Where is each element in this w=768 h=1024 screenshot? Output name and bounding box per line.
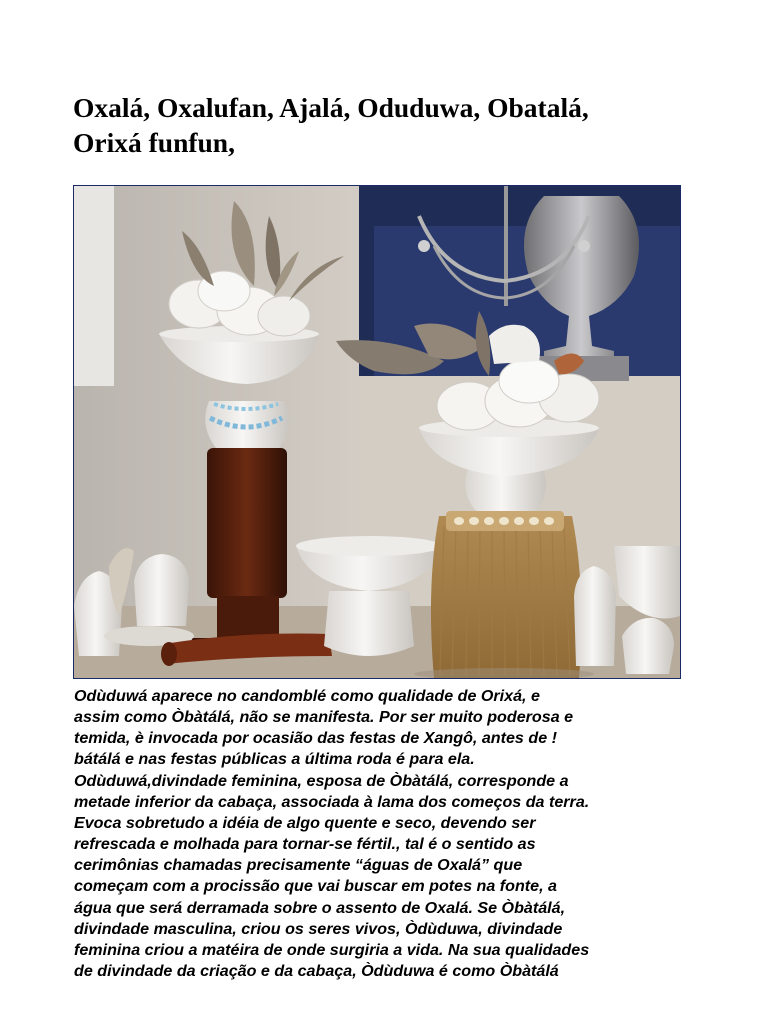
body-line: metade inferior da cabaça, associada à lama dos começos da terra. [74, 792, 590, 811]
body-line: feminina criou a matéira de onde surgiria a vida. Na sua qualidades [74, 940, 590, 959]
body-line: divindade masculina, criou os seres vivos, Òdùduwa, divindade [74, 919, 563, 938]
body-line: de divindade da criação e da cabaça, Òdùduwa é como Òbàtálá [74, 962, 559, 981]
body-line: assim como Òbàtálá, não se manifesta. Por ser muito poderosa e [74, 708, 574, 727]
page-title [73, 90, 713, 160]
body-line: cerimônias chamadas precisamente “águas de Oxalá” que [74, 856, 523, 875]
body-line: Odùduwá aparece no candomblé como qualidade de Orixá, e [74, 687, 540, 705]
altar-photo [73, 185, 681, 679]
body-line: refrescada e molhada para tornar-se fértil., tal é o sentido as [74, 835, 536, 854]
body-line: temida, è invocada por ocasião das festas de Xangô, antes de ! [74, 729, 557, 748]
body-line: água que será derramada sobre o assento de Oxalá. Se Òbàtálá, [74, 898, 566, 917]
body-paragraph [74, 686, 714, 982]
body-line: começam com a procissão que vai buscar em potes na fonte, a [74, 877, 557, 896]
title-line-1: Oxalá, Oxalufan, Ajalá, Oduduwa, Obatalá, [73, 92, 589, 123]
title-line-2: Orixá funfun, [73, 127, 235, 158]
body-line: Odùduwá,divindade feminina, esposa de Òbàtálá, corresponde a [74, 771, 569, 790]
body-line: Evoca sobretudo a idéia de algo quente e seco, devendo ser [74, 813, 536, 832]
body-line: bátálá e nas festas públicas a última roda é para ela. [74, 750, 475, 769]
